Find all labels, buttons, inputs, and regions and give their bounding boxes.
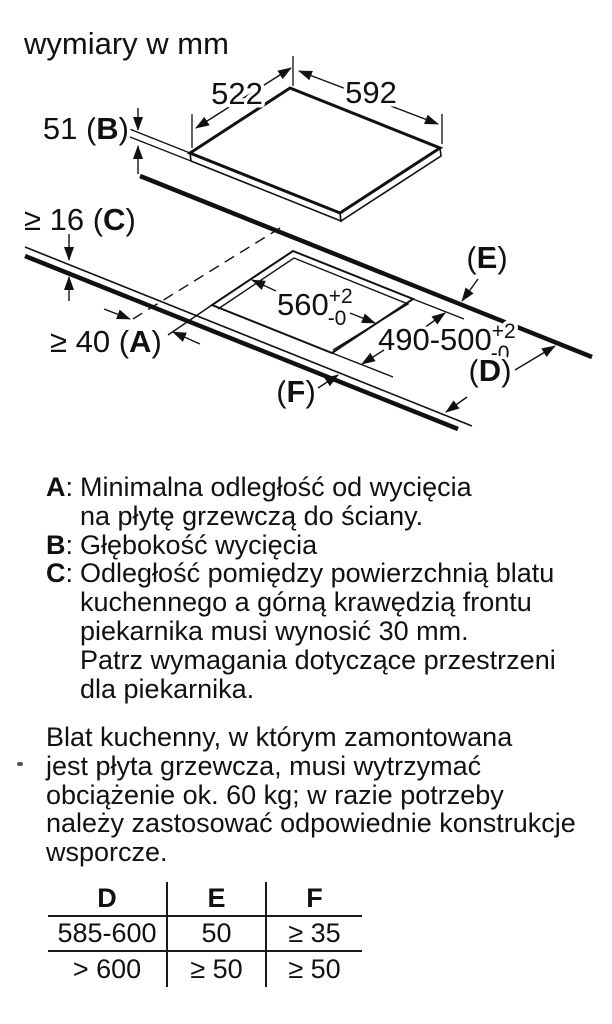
installation-diagram [0, 0, 612, 455]
table-cell: 50 [168, 917, 267, 952]
note-c [46, 559, 586, 703]
dim-490-label: $490-500^{+2}$ -0 [378, 320, 516, 365]
table-cell: ≥ 50 [288, 954, 341, 984]
paragraph-line: wsporcze. [46, 837, 168, 868]
thickness-extension-top [127, 128, 190, 153]
note-line: piekarnika musi wynosić 30 mm. [80, 615, 469, 646]
dim-560-label: $560^{+2}$ -0 [277, 285, 353, 330]
paragraph-line: jest płyta grzewcza, musi wytrzymać [46, 750, 482, 781]
note-b [46, 531, 586, 560]
label-e: (E) [466, 240, 508, 275]
dim-a-arrow-left [104, 309, 130, 319]
stray-mark [17, 762, 23, 766]
dim-522-label: 522 [211, 76, 263, 111]
note-b-letter: B: [46, 529, 74, 560]
label-d: (D) [468, 353, 512, 388]
note-a-letter: A: [46, 472, 74, 502]
dim-a-label: ≥ 40 (A) [50, 324, 162, 359]
note-line: na płytę grzewczą do ściany. [80, 500, 424, 531]
note-line: kuchennego a górną krawędzią frontu [80, 587, 532, 618]
table-cell: ≥ 50 [168, 952, 267, 987]
note-line: Minimalna odległość od wycięcia [80, 472, 472, 502]
dimensions-table [48, 882, 362, 987]
label-d-arrow-lower [446, 397, 467, 412]
label-f: (F) [276, 374, 316, 409]
note-a [46, 473, 586, 531]
label-d-arrow-upper [515, 346, 555, 370]
table-cell: 585-600 [48, 917, 168, 952]
table-cell: > 600 [48, 952, 168, 987]
note-line: Głębokość wycięcia [80, 529, 318, 560]
note-line: Odległość pomiędzy powierzchnią blatu [80, 558, 555, 589]
paragraph-line: należy zastosować odpowiednie konstrukcje [46, 808, 576, 839]
legend-notes [46, 473, 586, 703]
note-line: dla piekarnika. [80, 673, 255, 704]
page-title: wymiary w mm [24, 26, 229, 61]
note-c-letter: C: [46, 558, 74, 589]
label-e-arrow [462, 279, 478, 301]
dim-c-label: ≥ 16 (C) [24, 202, 136, 237]
note-line: Patrz wymagania dotyczące przestrzeni [80, 644, 556, 675]
dim-a-arrow-right [173, 332, 200, 344]
table-header-cell: F [267, 882, 362, 917]
dim-592-label: 592 [345, 75, 397, 110]
table-header-cell: D [48, 882, 168, 917]
dim-b-label: 51 (B) [42, 111, 129, 146]
table-header-cell: E [168, 882, 267, 917]
table-cell: ≥ 35 [267, 917, 362, 952]
paragraph-line: obciążenie ok. 60 kg; w razie potrzeby [46, 779, 504, 810]
load-note-paragraph [46, 723, 606, 867]
paragraph-line: Blat kuchenny, w którym zamontowana [46, 722, 513, 752]
